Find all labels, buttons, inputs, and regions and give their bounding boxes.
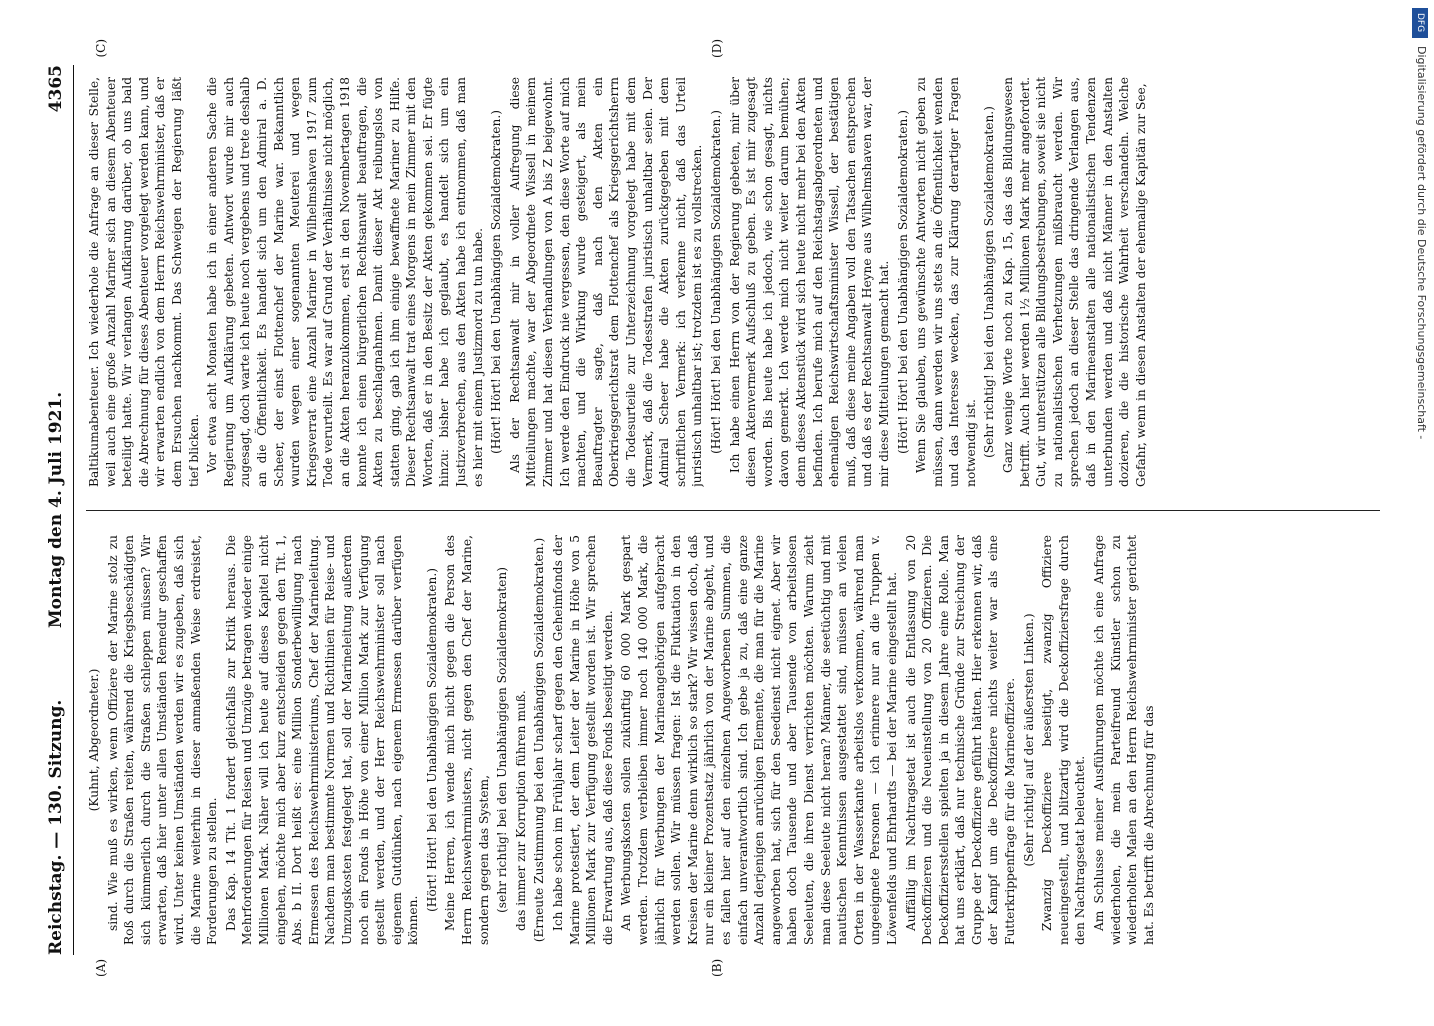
paragraph: Meine Herren, ich wende mich nicht gegen die Person des Herrn Reichswehrministers, nicht gegen den Chef der Marine, sondern gegen das System,	[443, 535, 491, 945]
paragraph: (sehr richtig! bei den Unabhängigen Sozialdemokraten)	[495, 567, 510, 913]
margin-mark-b: (B)	[710, 958, 724, 977]
margin-mark-a: (A)	[94, 958, 108, 977]
paragraph: (Hört! Hört! bei den Unabhängigen Sozialdemokraten.)	[708, 110, 723, 454]
paragraph: sind. Wie muß es wirken, wenn Offiziere der Marine stolz zu Roß durch die Straßen reiten, während die Kriegsbeschädigten sich kümmerlich durch die Straßen schleppen müssen? Wir erwarten, daß hier unter allen Umständen Remedur geschaffen wird. Unter keinen Umständen werden wir es zugeben, daß sich die Marine weiterhin in dieser anmaßenden Weise erdreistet, Forderungen zu stellen.	[105, 535, 220, 945]
paragraph: (Kuhnt, Abgeordneter.)	[87, 668, 101, 812]
paragraph: Auffällig im Nachtragsetat ist auch die Entlassung von 20 Deckoffizieren und die Neueinstellung von 20 Offizieren. Die Deckoffiziersstellen spielten ja in diesem Jahre eine Rolle. Man hat uns erklärt, daß nur technische Gründe zur Streichung der Gruppe der Deckoffiziere geführt hätten. Hier erkennen wir, daß der Kampf um die Deckoffiziere nichts weiter war als eine Futterkrippenfrage für die Marineoffiziere.	[903, 535, 1018, 945]
header-rule	[73, 65, 74, 955]
paragraph: Baltikumabenteuer. Ich wiederhole die Anfrage an dieser Stelle, weil auch eine große Anzahl Mariner sich an diesem Abenteuer beteiligt hatte. Wir verlangen Aufklärung darüber, ob uns bald die Abrechnung für dieses Abenteuer vorgelegt werden kann, und wir erwarten endlich von dem Herrn Reichswehrminister, daß er dem Ersuchen nachkommt. Das Schweigen der Regierung läßt tief blicken.	[87, 77, 201, 487]
digitization-note-text: Digitalisierung gefördert durch die Deutsche Forschungsgemeinschaft -	[1415, 46, 1428, 440]
header-center: Montag den 4. Juli 1921.	[46, 391, 66, 629]
margin-mark-c: (C)	[94, 39, 108, 58]
paragraph: Zwanzig Deckoffiziere beseitigt, zwanzig Offiziere neueingestellt, und blitzartig wird die Deckoffiziersfrage durch den Nachtragsetat beleuchtet.	[1040, 535, 1088, 945]
page-number: 4365	[46, 65, 66, 113]
paragraph: Ganz wenige Worte noch zu Kap. 15, das das Bildungswesen betrifft. Auch hier werden 1½ Millionen Mark mehr angefordert. Gut, wir unterstützen alle Bildungsbestrebungen, soweit sie nicht zu nationalistischen Verhetzungen mißbraucht werden. Wir sprechen jedoch an dieser Stelle das dringende Verlangen aus, daß in den Marineanstalten alle nationalistischen Tendenzen unterbunden werden und daß nicht Männer in den Anstalten dozieren, die die historische Wahrheit verschandeln. Welche Gefahr, wenn in diesen Anstalten der ehemalige Kapitän zur See,	[1001, 77, 1148, 487]
paragraph: (Hört! Hört! bei den Unabhängigen Sozialdemokraten.)	[895, 110, 910, 454]
rotated-newspaper-page	[20, 35, 1400, 985]
paragraph: An Werbungskosten sollen zukünftig 60 000 Mark gespart werden. Trotzdem verbleiben immer noch 140 000 Mark, die jährlich für Werbungen der Marineangehörigen aufgebracht werden sollen. Wir müssen fragen: Ist die Fluktuation in den Kreisen der Marine denn wirklich so stark? Wir wissen doch, daß nur ein kleiner Prozentsatz jährlich von der Marine abgeht, und es fallen hier auf den einzelnen Angeworbenen Summen, die einfach unverantwortlich sind. Ich gebe ja zu, daß eine ganze Anzahl derjenigen anrüchigen Elemente, die man für die Marine angeworben hat, sich für den Seedienst nicht eignet. Aber wir haben doch Tausende und aber Tausende von arbeitslosen Seeleuten, die ihren Dienst verrichten möchten. Warum zieht man diese Seeleute nicht heran? Männer, die seetüchtig und mit nautischen Kenntnissen ausgestattet sind, müssen an vielen Orten in der Wasserkante arbeitslos verkommen, während man ungeeignete Personen — ich erinnere nur an die Truppen v. Löwenfelds und Ehrhardts — bei der Marine eingestellt hat.	[619, 535, 899, 945]
paragraph: (Hört! Hört! bei den Unabhängigen Sozialdemokraten.)	[424, 568, 439, 912]
column-right	[86, 77, 1380, 487]
paragraph: Das Kap. 14 Tit. 1 fordert gleichfalls zur Kritik heraus. Die Mehrforderungen für Reisen und Umzüge betragen wieder einige Millionen Mark. Näher will ich heute auf dieses Kapitel nicht eingehen, möchte mich aber kurz entscheiden gegen den Tit. 1, Abs. b II. Dort heißt es: eine Million Sonderbewilligung nach Ermessen des Reichswehrministeriums, Chef der Marineleitung. Nachdem man bestimmte Normen und Richtlinien für Reise- und Umzugskosten festgelegt hat, soll der Marineleitung außerdem noch ein Fonds in Höhe von einer Million Mark zur Verfügung gestellt werden, und der Herr Reichswehrminister soll nach eigenem Gutdünken, nach eigenem Ermessen darüber verfügen können.	[223, 535, 421, 945]
paragraph: Als der Rechtsanwalt mir in voller Aufregung diese Mitteilungen machte, war der Abgeordnete Wissell in meinem Zimmer und hat diesen Verhandlungen von A bis Z beigewohnt. Ich werde den Eindruck nie vergessen, den diese Worte auf mich machten, und die Wirkung wurde gesteigert, als mein Beauftragter sagte, daß nach den Akten ein Oberkriegsgerichtsrat dem Flottenchef als Kriegsgerichtsherrn die Todesurteile zur Unterzeichnung vorgelegt habe mit dem Vermerk, daß die Todesstrafen juristisch unhaltbar seien. Der Admiral Scheer habe die Akten zurückgegeben mit dem schriftlichen Vermerk: ich verkenne nicht, daß das Urteil juristisch unhaltbar ist; trotzdem ist es zu vollstrecken.	[507, 77, 705, 487]
margin-mark-d: (D)	[710, 39, 724, 58]
paragraph: Ich habe schon im Frühjahr scharf gegen den Geheimfonds der Marine protestiert, der dem Leiter der Marine in Höhe von 5 Millionen Mark zur Verfügung gestellt worden ist. Wir sprechen die Erwartung aus, daß diese Fonds beseitigt werden.	[551, 535, 615, 945]
paragraph: Am Schlusse meiner Ausführungen möchte ich eine Anfrage wiederholen, die mein Parteifreund Künstler schon zu wiederholten Malen an den Herrn Reichswehrminister gerichtet hat. Es betrifft die Abrechnung für das	[1092, 535, 1156, 945]
dfg-logo-icon: DFG	[1412, 8, 1428, 38]
paragraph: Vor etwa acht Monaten habe ich in einer anderen Sache die Regierung um Aufklärung gebeten. Antwort wurde mir auch zugesagt, doch warte ich heute noch vergebens und trete deshalb an die Öffentlichkeit. Es handelt sich um den Admiral a. D. Scheer, der einst Flottenchef der Marine war. Bekanntlich wurden wegen einer sogenannten Meuterei und wegen Kriegsverrat eine Anzahl Mariner in Wilhelmshaven 1917 zum Tode verurteilt. Es war auf Grund der Verhältnisse nicht möglich, an die Akten heranzukommen, erst in den Novembertagen 1918 konnte ich einen bürgerlichen Rechtsanwalt beauftragen, die Akten zu beschlagnahmen. Damit dieser Akt reibungslos von statten ging, gab ich ihm einige bewaffnete Mariner zu Hilfe. Dieser Rechtsanwalt trat eines Morgens in mein Zimmer mit den Worten, daß er in den Besitz der Akten gekommen sei. Er fügte hinzu: bisher habe ich geglaubt, es handelt sich um ein Justizverbrechen, aus den Akten habe ich entnommen, daß man es hier mit einem Justizmord zu tun habe.	[205, 77, 485, 487]
paragraph: (Hört! Hört! bei den Unabhängigen Sozialdemokraten.)	[489, 110, 504, 454]
paragraph: das immer zur Korruption führen muß.	[513, 690, 528, 931]
column-left	[86, 535, 1380, 945]
paragraph: (Sehr richtig! bei den Unabhängigen Sozialdemokraten.)	[982, 106, 997, 458]
paragraph: Ich habe einen Herrn von der Regierung gebeten, mir über diesen Aktenvermerk Aufschluß zu geben. Es ist mir zugesagt worden. Bis heute habe ich jedoch, wie schon gesagt, nichts davon gemerkt. Ich werde mich nicht weiter darum bemühen; denn dieses Aktenstück wird sich heute nicht mehr bei den Akten befinden. Ich berufe mich auf den Reichstagsabgeordneten und ehemaligen Reichswirtschaftsminister Wissell, der bestätigen muß, daß diese meine Angaben voll den Tatsachen entsprechen und daß es der Rechtsanwalt Heyne aus Wilhelmshaven war, der mir diese Mitteilungen gemacht hat.	[727, 77, 891, 487]
paragraph: Wenn Sie glauben, uns gewünschte Antworten nicht geben zu müssen, dann werden wir uns stets an die Öffentlichkeit wenden und das Interesse wecken, das zur Klärung derartiger Fragen notwendig ist.	[914, 77, 978, 487]
page-header	[40, 65, 74, 955]
digitization-note	[1410, 46, 1430, 1026]
header-left: Reichstag. — 130. Sitzung.	[46, 699, 66, 955]
column-divider	[86, 510, 1380, 511]
paragraph: (Erneute Zustimmung bei den Unabhängigen Sozialdemokraten.)	[532, 537, 547, 943]
paragraph: (Sehr richtig! auf der äußersten Linken.)	[1021, 613, 1036, 867]
